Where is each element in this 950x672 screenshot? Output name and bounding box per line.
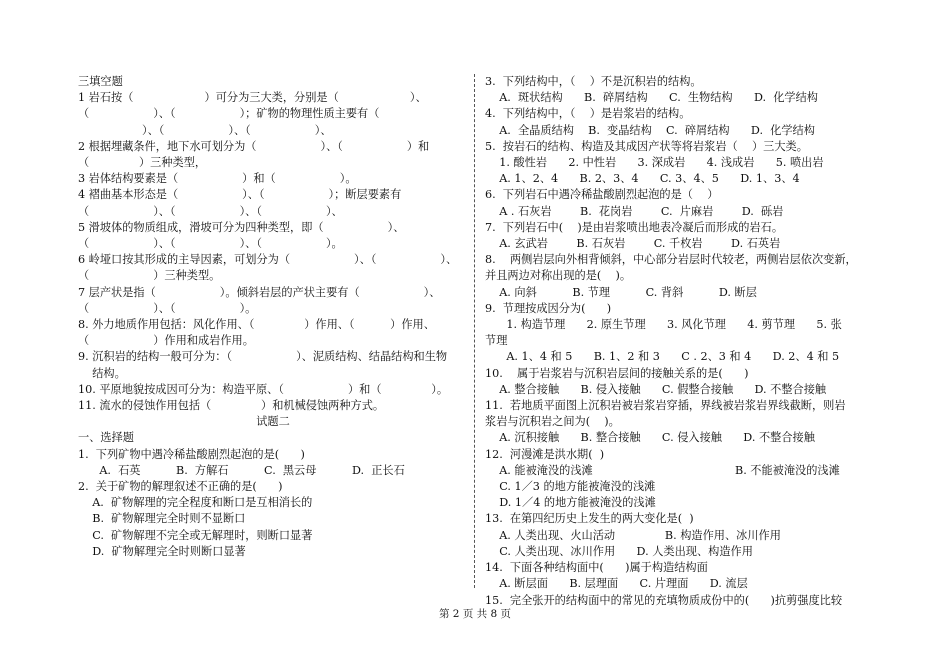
right-column <box>485 74 875 609</box>
left-text-line: 1 岩石按（ ）可分为三大类，分别是（ ）、 <box>78 91 427 105</box>
right-text-line: 4. 下列结构中，（ ）是岩浆岩的结构。 <box>485 107 691 121</box>
left-text-line: A. 石英 B. 方解石 C. 黑云母 D. 正长石 <box>78 463 405 477</box>
left-text-line: ）、（ ）、（ ）、 <box>78 123 332 137</box>
right-text-line: A . 石灰岩 B. 花岗岩 C. 片麻岩 D. 砾岩 <box>485 204 784 218</box>
right-text-line: 9. 节理按成因分为( ) <box>485 301 612 315</box>
left-text-line: C. 矿物解理不完全或无解理时，则断口显著 <box>78 528 313 542</box>
left-text-line: 一、选择题 <box>78 431 134 445</box>
right-text-line: A. 玄武岩 B. 石灰岩 C. 千枚岩 D. 石英岩 <box>485 237 781 251</box>
left-text-line: 8. 外力地质作用包括：风化作用、（ ）作用、（ ）作用、 <box>78 318 435 332</box>
right-text-line: 3. 下列结构中，（ ）不是沉积岩的结构。 <box>485 75 702 88</box>
left-text-line: （ ）作用和成岩作用。 <box>78 334 254 348</box>
right-text-line: A. 向斜 B. 节理 C. 背斜 D. 断层 <box>485 285 757 299</box>
right-text-line: A. 1、2、4 B. 2、3、4 C. 3、4、5 D. 1、3、4 <box>485 172 800 186</box>
right-text-line: A. 1、4 和 5 B. 1、2 和 3 C . 2、3 和 4 D. 2、4 和 5 <box>485 350 840 364</box>
right-text-line: D. 1／4 的地方能被淹没的浅滩 <box>485 496 656 510</box>
left-text-line: 9. 沉积岩的结构一般可分为：（ ）、泥质结构、结晶结构和生物 <box>78 350 448 364</box>
right-text-line: A. 整合接触 B. 侵入接触 C. 假整合接触 D. 不整合接触 <box>485 382 827 396</box>
left-text-line: 10. 平原地貌按成因可分为：构造平原、（ ）和（ ）。 <box>78 382 449 396</box>
left-text-line: （ ）、（ ）、（ ）。 <box>78 237 343 251</box>
left-text-line: （ ）、（ ）；矿物的物理性质主要有（ <box>78 107 380 121</box>
right-text-line: A. 斑状结构 B. 碎屑结构 C. 生物结构 D. 化学结构 <box>485 91 818 105</box>
right-text-line: 10. 属于岩浆岩与沉积岩层间的接触关系的是( ) <box>485 366 749 380</box>
right-text-line: A. 断层面 B. 层理面 C. 片理面 D. 流层 <box>485 577 748 591</box>
right-text-line: 浆岩与沉积岩之间为( )。 <box>485 415 620 429</box>
right-text-line: A. 沉积接触 B. 整合接触 C. 侵入接触 D. 不整合接触 <box>485 431 815 445</box>
left-text-line: 7 层产状是指（ ）。倾斜岩层的产状主要有（ ）、 <box>78 285 441 299</box>
right-text-line: 1. 构造节理 2. 原生节理 3. 风化节理 4. 剪节理 5. 张 <box>485 318 842 332</box>
left-text-line: 2. 关于矿物的解理叙述不正确的是( ) <box>78 480 283 494</box>
left-text-line: A. 矿物解理的完全程度和断口是互相消长的 <box>78 496 313 510</box>
left-text-line: （ ）三种类型。 <box>78 269 221 283</box>
section-heading: 试题二 <box>256 415 290 429</box>
left-text-line: 5 滑坡体的物质组成，滑坡可分为四种类型，即（ ）、 <box>78 220 405 234</box>
left-text-line: 2 根据埋藏条件，地下水可划分为（ ）、（ ）和 <box>78 139 430 153</box>
left-text-line: 6 岭垭口按其形成的主导因素，可划分为（ ）、（ ）、 <box>78 253 458 267</box>
left-text-line: 结构。 <box>78 366 126 380</box>
left-text-line: （ ）三种类型， <box>78 156 207 170</box>
left-text-line: （ ）、（ ）、（ ）、 <box>78 204 343 218</box>
left-text-line: 3 岩体结构要素是（ ）和（ ）。 <box>78 172 357 186</box>
right-text-line: 11. 若地质平面图上沉积岩被岩浆岩穿插，界线被岩浆岩界线截断，则岩 <box>485 399 846 413</box>
left-text-line: B. 矿物解理完全时则不显断口 <box>78 512 246 526</box>
right-text-line: 12. 河漫滩是洪水期( ) <box>485 447 605 461</box>
right-text-line: 13. 在第四纪历史上发生的两大变化是( ) <box>485 512 694 526</box>
left-text-line: 1. 下列矿物中遇冷稀盐酸剧烈起泡的是( ) <box>78 447 305 461</box>
right-text-line: 8. 两侧岩层向外相背倾斜，中心部分岩层时代较老，两侧岩层依次变新， <box>485 253 857 267</box>
right-text-line: 1. 酸性岩 2. 中性岩 3. 深成岩 4. 浅成岩 5. 喷出岩 <box>485 156 824 170</box>
left-text-line: D. 矿物解理完全时则断口显著 <box>78 544 246 558</box>
left-text-line: 4 褶曲基本形态是（ ）、（ ）；断层要素有 <box>78 188 402 202</box>
left-text-line: （ ）、（ ）。 <box>78 301 257 315</box>
right-text-line: 15. 完全张开的结构面中的常见的充填物质成份中的( )抗剪强度比较 <box>485 593 843 607</box>
left-text-line: 11. 流水的侵蚀作用包括（ ）和机械侵蚀两种方式。 <box>78 399 385 413</box>
page-footer: 第 2 页 共 8 页 <box>438 608 512 620</box>
right-text-line: C. 人类出现、冰川作用 D. 人类出现、构造作用 <box>485 544 753 558</box>
column-divider <box>474 74 475 588</box>
right-text-line: A. 能被淹没的浅滩 B. 不能被淹没的浅滩 <box>485 463 840 477</box>
right-text-line: A. 人类出现、火山活动 B. 构造作用、冰川作用 <box>485 528 781 542</box>
right-text-line: C. 1／3 的地方能被淹没的浅滩 <box>485 480 656 494</box>
right-text-line: 5. 按岩石的结构、构造及其成因产状等将岩浆岩（ ）三大类。 <box>485 139 808 153</box>
right-text-line: 14. 下面各种结构面中( )属于构造结构面 <box>485 561 708 575</box>
right-text-line: 并且两边对称出现的是( )。 <box>485 269 632 283</box>
right-text-line: A. 全晶质结构 B. 变晶结构 C. 碎屑结构 D. 化学结构 <box>485 123 815 137</box>
right-text-line: 6. 下列岩石中遇冷稀盐酸剧烈起泡的是（ ） <box>485 188 719 202</box>
right-text-line: 节理 <box>485 334 508 348</box>
right-text-line: 7. 下列岩石中( )是由岩浆喷出地表冷凝后而形成的岩石。 <box>485 220 784 234</box>
left-column <box>78 74 468 560</box>
left-text-line: 三填空题 <box>78 75 123 88</box>
